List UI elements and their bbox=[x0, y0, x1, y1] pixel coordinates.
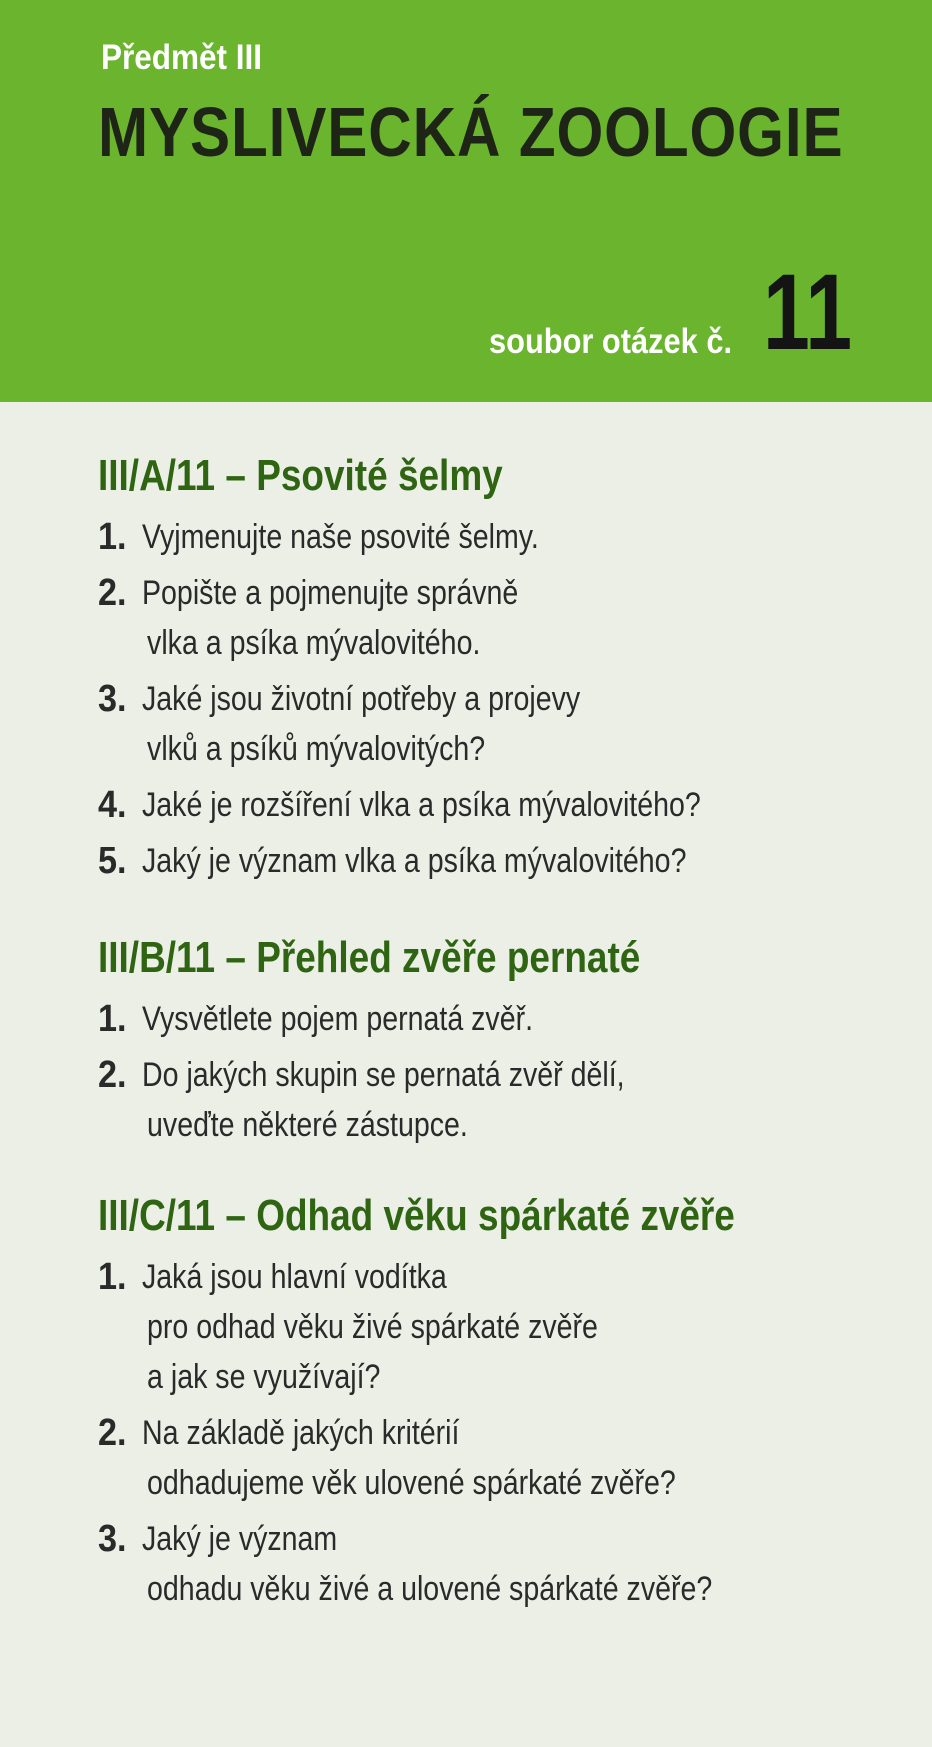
question-line: Do jakých skupin se pernatá zvěř dělí, bbox=[142, 1056, 625, 1094]
question-line: Jaké jsou životní potřeby a projevy bbox=[142, 680, 581, 718]
question-item bbox=[98, 568, 807, 668]
question-line: Jaký je význam bbox=[142, 1520, 338, 1558]
question-line: pro odhad věku živé spárkaté zvěře bbox=[147, 1308, 598, 1346]
question-line: Vysvětlete pojem pernatá zvěř. bbox=[142, 1000, 534, 1038]
question-text bbox=[142, 674, 701, 774]
header-band bbox=[0, 0, 932, 402]
question-text bbox=[142, 1408, 742, 1508]
question-number: 4. bbox=[98, 784, 127, 826]
question-line: Na základě jakých kritérií bbox=[142, 1414, 460, 1452]
question-text bbox=[142, 512, 701, 562]
question-number: 3. bbox=[98, 1518, 127, 1560]
question-text bbox=[142, 836, 701, 886]
section-b bbox=[98, 932, 744, 1150]
question-text bbox=[142, 780, 701, 830]
question-text bbox=[142, 994, 647, 1044]
question-number: 2. bbox=[98, 1412, 127, 1454]
question-item bbox=[98, 1408, 856, 1508]
question-line: Popište a pojmenujte správně bbox=[142, 574, 519, 612]
question-item bbox=[98, 1514, 856, 1614]
question-line: Jaký je význam vlka a psíka mývalovitého? bbox=[142, 842, 687, 880]
section-a bbox=[98, 450, 807, 886]
question-item bbox=[98, 994, 744, 1044]
question-item bbox=[98, 836, 807, 886]
set-number: 11 bbox=[763, 251, 853, 372]
question-item bbox=[98, 674, 807, 774]
question-item bbox=[98, 1050, 744, 1150]
question-number: 5. bbox=[98, 840, 127, 882]
question-number: 1. bbox=[98, 516, 127, 558]
question-number: 1. bbox=[98, 1256, 127, 1298]
question-number: 3. bbox=[98, 678, 127, 720]
section-heading: III/C/11 – Odhad věku spárkaté zvěře bbox=[98, 1191, 735, 1240]
question-number: 1. bbox=[98, 998, 127, 1040]
question-line: Jaká jsou hlavní vodítka bbox=[142, 1258, 447, 1296]
question-text bbox=[142, 568, 701, 668]
question-item bbox=[98, 780, 807, 830]
question-item bbox=[98, 512, 807, 562]
question-line: odhadu věku živé a ulovené spárkaté zvěře? bbox=[147, 1570, 713, 1608]
question-line: odhadujeme věk ulovené spárkaté zvěře? bbox=[147, 1464, 676, 1502]
subject-label: Předmět III bbox=[101, 38, 263, 77]
question-line: Vyjmenujte naše psovité šelmy. bbox=[142, 518, 539, 556]
question-number: 2. bbox=[98, 572, 127, 614]
question-line: uveďte některé zástupce. bbox=[147, 1106, 468, 1144]
question-text bbox=[142, 1514, 742, 1614]
set-label: soubor otázek č. bbox=[489, 322, 733, 361]
section-c bbox=[98, 1190, 856, 1614]
question-number: 2. bbox=[98, 1054, 127, 1096]
question-line: Jaké je rozšíření vlka a psíka mývalovitého? bbox=[142, 786, 701, 824]
question-line: vlků a psíků mývalovitých? bbox=[147, 730, 486, 768]
question-text bbox=[142, 1252, 742, 1402]
question-line: a jak se využívají? bbox=[147, 1358, 381, 1396]
question-line: vlka a psíka mývalovitého. bbox=[147, 624, 481, 662]
question-item bbox=[98, 1252, 856, 1402]
question-text bbox=[142, 1050, 647, 1150]
section-heading: III/B/11 – Přehled zvěře pernaté bbox=[98, 933, 641, 982]
page-title: MYSLIVECKÁ ZOOLOGIE bbox=[98, 93, 844, 171]
section-heading: III/A/11 – Psovité šelmy bbox=[98, 451, 503, 500]
